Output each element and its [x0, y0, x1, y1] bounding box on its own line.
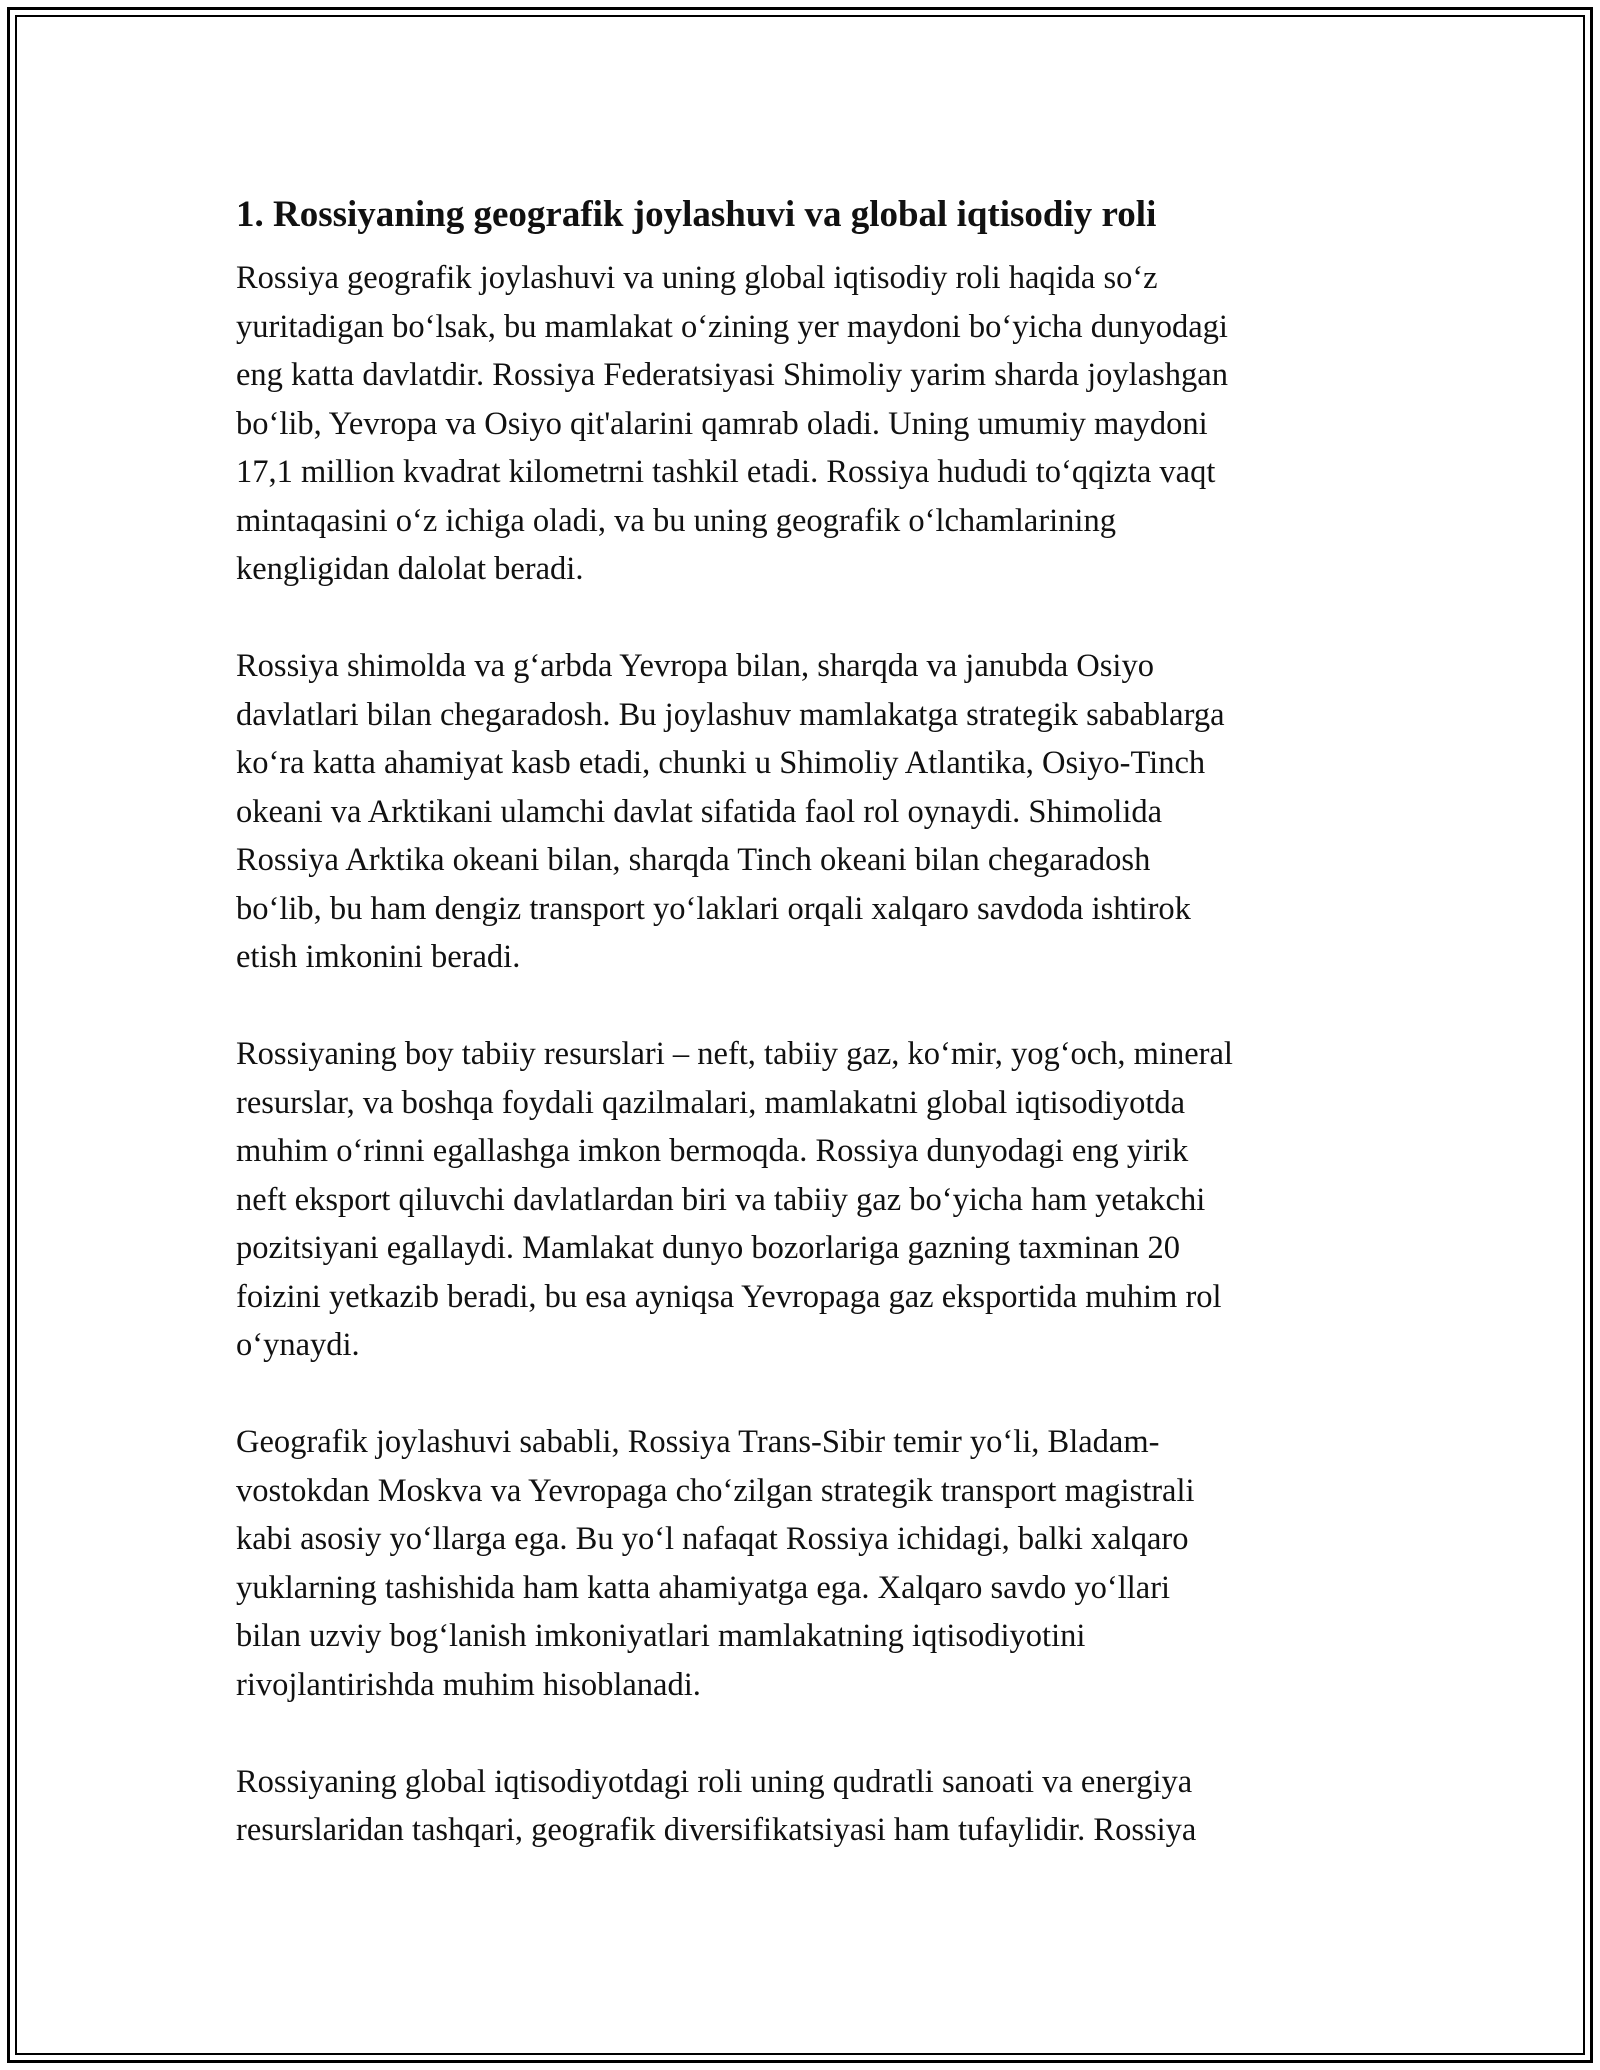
document-body — [236, 186, 1366, 1903]
text-line: resurslaridan tashqari, geografik diversifikatsiyasi ham tufaylidir. Rossiya — [236, 1812, 1197, 1848]
text-line: etish imkonini beradi. — [236, 939, 521, 975]
text-line: vostokdan Moskva va Yevropaga cho‘zilgan strategik transport magistrali — [236, 1472, 1195, 1509]
text-line: Rossiya geografik joylashuvi va uning global iqtisodiy roli haqida so‘z — [236, 260, 1158, 296]
text-line: muhim o‘rinni egallashga imkon bermoqda. Rossiya dunyodagi eng yirik — [236, 1133, 1189, 1169]
paragraph-1 — [236, 254, 1366, 594]
text-line: kengligidan dalolat beradi. — [236, 551, 584, 587]
text-line: foizini yetkazib beradi, bu esa ayniqsa Yevropaga gaz eksportida muhim rol — [236, 1278, 1222, 1315]
text-line: Geografik joylashuvi sababli, Rossiya Trans-Sibir temir yo‘li, Bladam- — [236, 1424, 1160, 1460]
section-heading: 1. Rossiyaning geografik joylashuvi va global iqtisodiy roli — [236, 194, 1157, 235]
text-line: yuritadigan bo‘lsak, bu mamlakat o‘zining yer maydoni bo‘yicha dunyodagi — [236, 308, 1228, 345]
text-line: ko‘ra katta ahamiyat kasb etadi, chunki u Shimoliy Atlantika, Osiyo-Tinch — [236, 745, 1206, 781]
text-line: bo‘lib, bu ham dengiz transport yo‘laklari orqali xalqaro savdoda ishtirok — [236, 890, 1191, 927]
paragraph-4 — [236, 1418, 1366, 1709]
paragraph-2 — [236, 642, 1366, 982]
paragraph-3 — [236, 1030, 1366, 1370]
text-line: o‘ynaydi. — [236, 1327, 360, 1363]
text-line: pozitsiyani egallaydi. Mamlakat dunyo bozorlariga gazning taxminan 20 — [236, 1230, 1181, 1266]
text-line: Rossiyaning global iqtisodiyotdagi roli uning qudratli sanoati va energiya — [236, 1763, 1193, 1800]
text-line: resurslar, va boshqa foydali qazilmalari, mamlakatni global iqtisodiyotda — [236, 1084, 1186, 1121]
paragraph-5 — [236, 1758, 1366, 1855]
text-line: rivojlantirishda muhim hisoblanadi. — [236, 1666, 701, 1703]
text-line: 17,1 million kvadrat kilometrni tashkil etadi. Rossiya hududi to‘qqizta vaqt — [236, 454, 1216, 490]
text-line: mintaqasini o‘z ichiga oladi, va bu uning geografik o‘lchamlarining — [236, 502, 1116, 539]
text-line: eng katta davlatdir. Rossiya Federatsiyasi Shimoliy yarim sharda joylashgan — [236, 357, 1228, 393]
text-line: kabi asosiy yo‘llarga ega. Bu yo‘l nafaqat Rossiya ichidagi, balki xalqaro — [236, 1521, 1189, 1557]
text-line: yuklarning tashishida ham katta ahamiyatga ega. Xalqaro savdo yo‘llari — [236, 1569, 1171, 1606]
text-line: bilan uzviy bog‘lanish imkoniyatlari mamlakatning iqtisodiyotini — [236, 1618, 1086, 1654]
text-line: davlatlari bilan chegaradosh. Bu joylashuv mamlakatga strategik sabablarga — [236, 696, 1225, 733]
text-line: Rossiya Arktika okeani bilan, sharqda Tinch okeani bilan chegaradosh — [236, 842, 1151, 878]
text-line: bo‘lib, Yevropa va Osiyo qit'alarini qamrab oladi. Uning umumiy maydoni — [236, 405, 1208, 442]
text-line: Rossiyaning boy tabiiy resurslari – neft, tabiiy gaz, ko‘mir, yog‘och, mineral — [236, 1036, 1233, 1072]
text-line: okeani va Arktikani ulamchi davlat sifatida faol rol oynaydi. Shimolida — [236, 793, 1163, 830]
text-line: neft eksport qiluvchi davlatlardan biri va tabiiy gaz bo‘yicha ham yetakchi — [236, 1181, 1206, 1218]
text-line: Rossiya shimolda va g‘arbda Yevropa bilan, sharqda va janubda Osiyo — [236, 648, 1154, 684]
